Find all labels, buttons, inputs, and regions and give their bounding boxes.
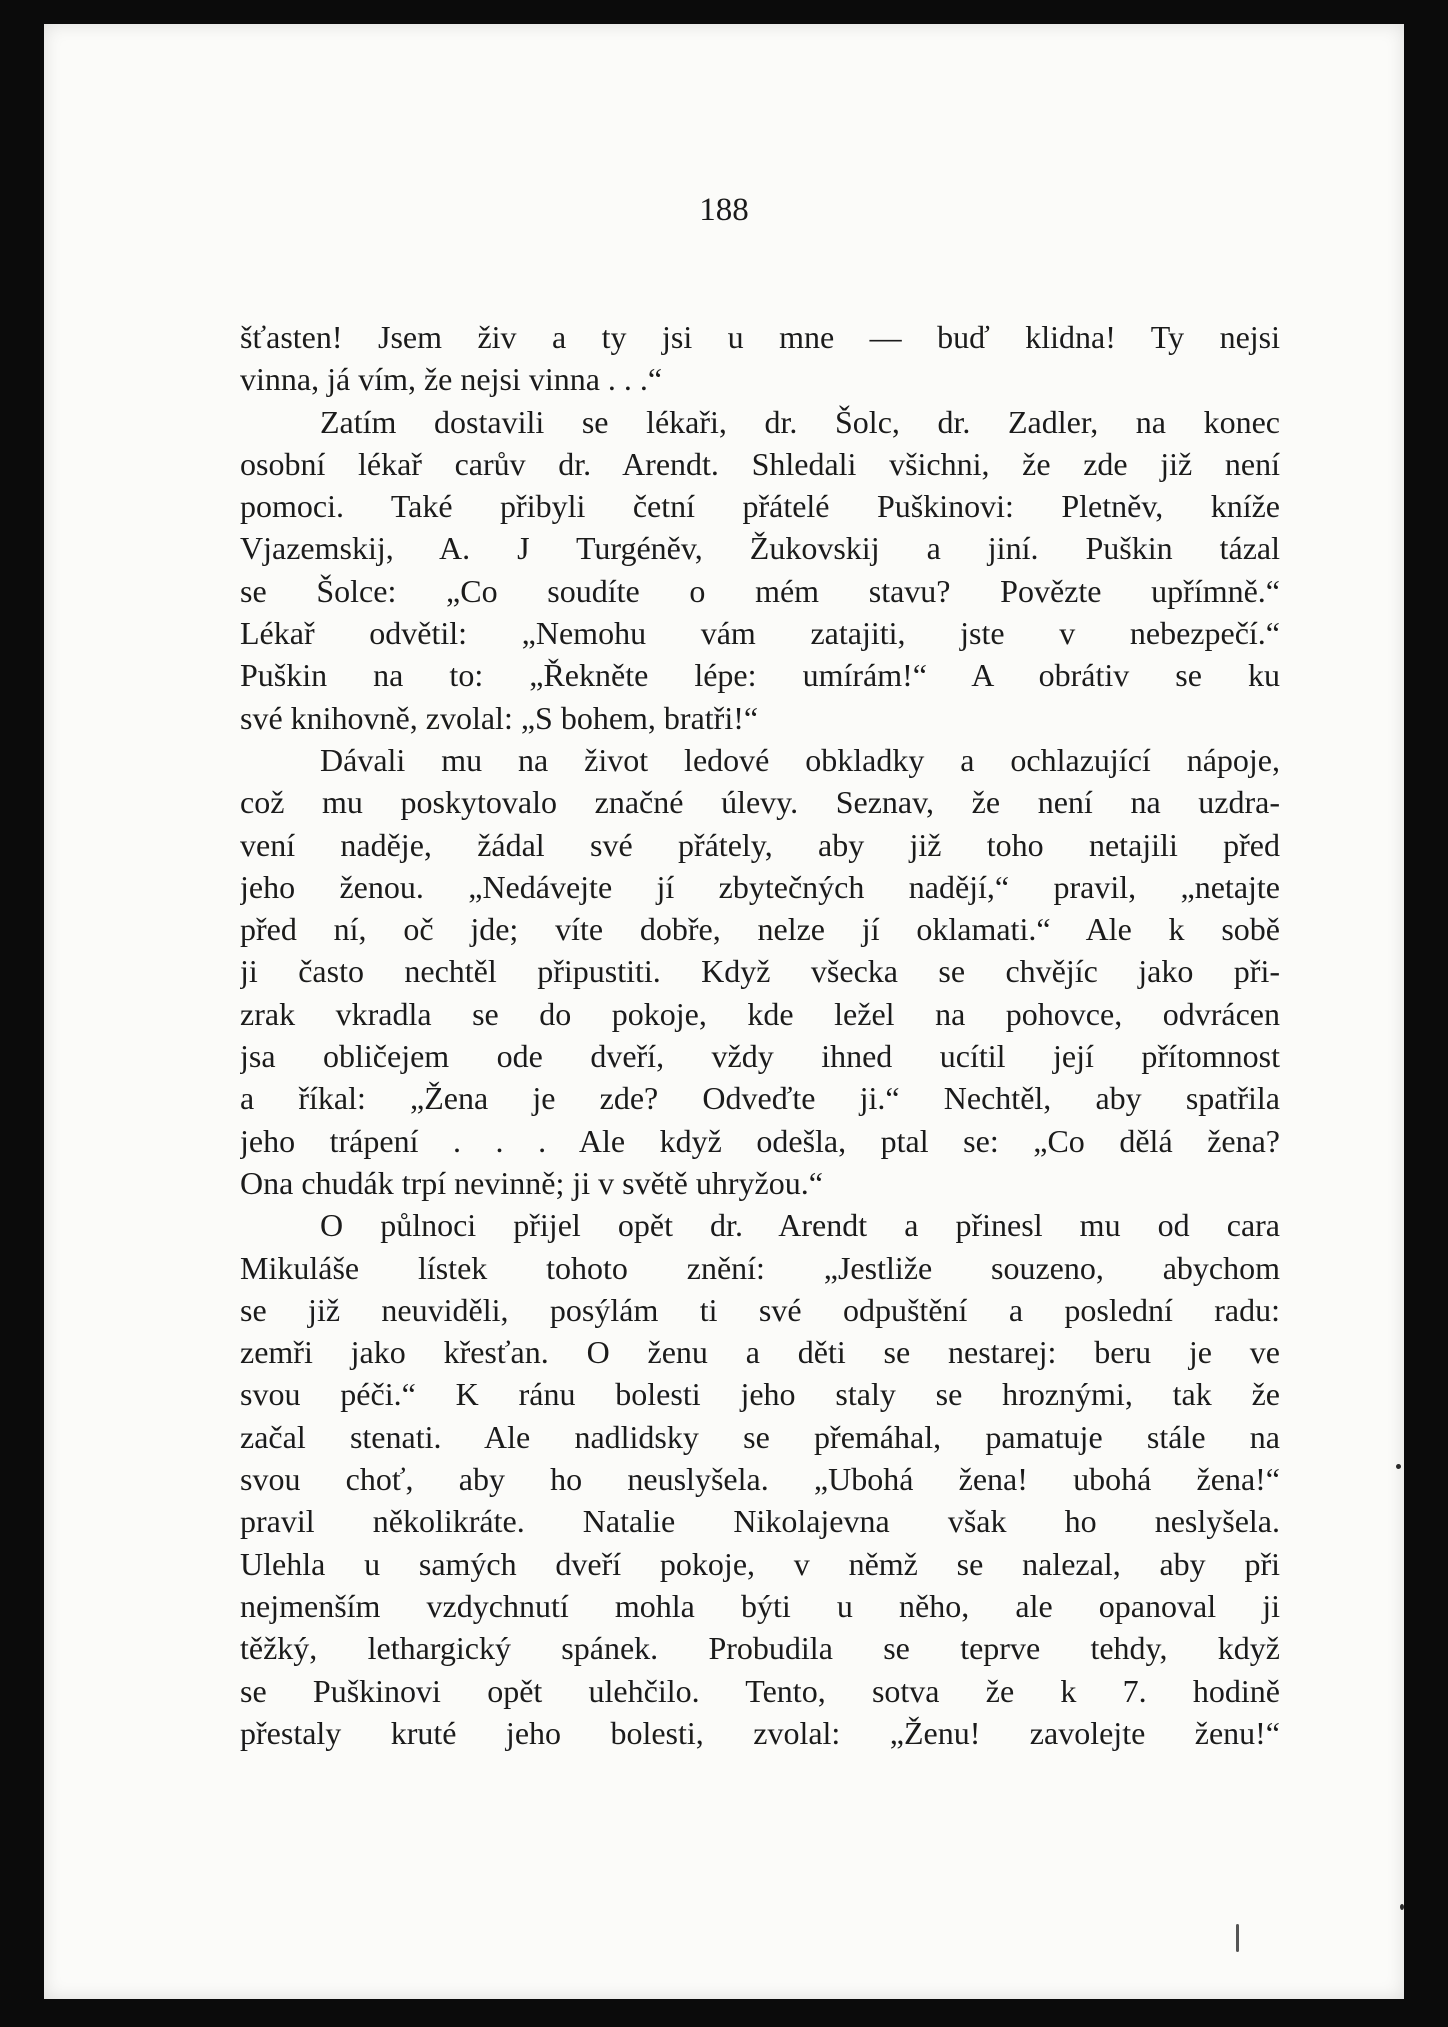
text-line: těžký, lethargický spánek. Probudila se teprve tehdy, když (240, 1630, 1280, 1667)
text-line: před ní, oč jde; víte dobře, nelze jí oklamati.“ Ale k sobě (240, 911, 1280, 948)
text-line: Mikuláše lístek tohoto znění: „Jestliže souzeno, abychom (240, 1249, 1280, 1286)
text-line: Ulehla u samých dveří pokoje, v němž se nalezal, aby při (240, 1545, 1280, 1582)
text-line: Vjazemskij, A. J Turgéněv, Žukovskij a jiní. Puškin tázal (240, 530, 1280, 567)
text-line: Dávali mu na život ledové obkladky a ochlazující nápoje, (320, 741, 1280, 778)
text-line: začal stenati. Ale nadlidsky se přemáhal, pamatuje stále na (240, 1418, 1280, 1455)
text-line: svou choť, aby ho neuslyšela. „Ubohá žena! ubohá žena!“ (240, 1461, 1280, 1498)
text-line: nejmenším vzdychnutí mohla býti u něho, ale opanoval ji (240, 1587, 1280, 1624)
text-line: jeho ženou. „Nedávejte jí zbytečných nadějí,“ pravil, „netajte (240, 868, 1280, 905)
text-line: se Šolce: „Co soudíte o mém stavu? Povězte upřímně.“ (240, 572, 1280, 609)
page-number: 188 (699, 192, 749, 228)
body-text (240, 316, 1280, 1754)
book-page (44, 24, 1404, 1999)
scan-speck (1400, 1904, 1404, 1910)
text-line: své knihovně, zvolal: „S bohem, bratři!“ (240, 699, 759, 736)
scan-speck (1236, 1924, 1239, 1952)
text-line: Zatím dostavili se lékaři, dr. Šolc, dr. Zadler, na konec (320, 403, 1280, 440)
text-line: se Puškinovi opět ulehčilo. Tento, sotva že k 7. hodině (240, 1672, 1280, 1709)
text-line: vení naděje, žádal své přátely, aby již toho netajili před (240, 826, 1280, 863)
text-line: pomoci. Také přibyli četní přátelé Puškinovi: Pletněv, kníže (240, 488, 1280, 525)
text-line: Puškin na to: „Řekněte lépe: umírám!“ A obrátiv se ku (240, 657, 1280, 694)
text-line: zemři jako křesťan. O ženu a děti se nestarej: beru je ve (240, 1334, 1280, 1371)
text-line: což mu poskytovalo značné úlevy. Seznav, že není na uzdra- (240, 784, 1280, 821)
text-line: Lékař odvětil: „Nemohu vám zatajiti, jste v nebezpečí.“ (240, 615, 1280, 652)
text-line: šťasten! Jsem živ a ty jsi u mne — buď klidna! Ty nejsi (240, 319, 1280, 355)
text-line: přestaly kruté jeho bolesti, zvolal: „Ženu! zavolejte ženu!“ (240, 1714, 1280, 1751)
text-line: jeho trápení . . . Ale když odešla, ptal se: „Co dělá žena? (240, 1122, 1280, 1159)
text-line: svou péči.“ K ránu bolesti jeho staly se hroznými, tak že (240, 1376, 1280, 1413)
text-line: Ona chudák trpí nevinně; ji v světě uhryžou.“ (240, 1164, 823, 1201)
text-line: osobní lékař carův dr. Arendt. Shledali všichni, že zde již není (240, 445, 1280, 482)
scan-speck (1396, 1464, 1401, 1469)
text-line: zrak vkradla se do pokoje, kde ležel na pohovce, odvrácen (240, 995, 1280, 1032)
text-line: se již neuviděli, posýlám ti své odpuštění a poslední radu: (240, 1291, 1280, 1328)
text-line: O půlnoci přijel opět dr. Arendt a přinesl mu od cara (320, 1207, 1280, 1244)
text-line: vinna, já vím, že nejsi vinna . . .“ (240, 361, 663, 398)
text-line: jsa obličejem ode dveří, vždy ihned ucítil její přítomnost (240, 1038, 1280, 1075)
text-line: a říkal: „Žena je zde? Odveďte ji.“ Nechtěl, aby spatřila (240, 1080, 1280, 1117)
text-line: ji často nechtěl připustiti. Když všecka se chvějíc jako při- (240, 953, 1280, 990)
text-line: pravil několikráte. Natalie Nikolajevna však ho neslyšela. (240, 1503, 1280, 1540)
